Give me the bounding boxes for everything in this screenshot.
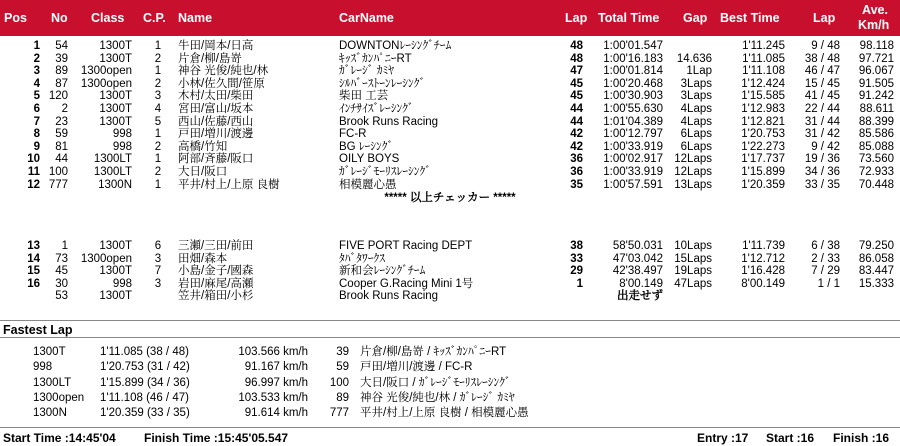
cell-position: 15	[27, 265, 40, 278]
header-no: No	[51, 11, 68, 25]
cell-car-number: 45	[55, 265, 68, 278]
cell-position: 8	[33, 128, 40, 141]
cell-driver-names: 笠井/箱田/小杉	[178, 290, 254, 303]
cell-class-position: 3	[154, 90, 162, 103]
cell-total-time: 出走せず	[617, 290, 663, 303]
fastest-lap-speed: 91.614 km/h	[244, 407, 308, 420]
cell-average-speed: 86.058	[858, 252, 894, 265]
cell-best-lap: 38 / 48	[804, 52, 840, 65]
cell-class: 1300open	[80, 65, 132, 78]
cell-gap: 3Laps	[680, 77, 712, 90]
fastest-lap-driver-team: 平井/村上/上原 良樹 / 相模麗心愚	[360, 407, 529, 420]
fastest-lap-car-number: 100	[329, 376, 349, 389]
cell-class: 998	[112, 128, 132, 141]
cell-car-name: Brook Runs Racing	[339, 290, 439, 303]
cell-gap: 15Laps	[674, 252, 712, 265]
cell-car-number: 23	[55, 115, 68, 128]
cell-best-lap: 6 / 38	[811, 240, 840, 252]
cell-gap: 14.636	[676, 52, 712, 65]
header-best-lap: Lap	[813, 11, 836, 25]
cell-laps: 44	[570, 102, 583, 115]
cell-gap: 10Laps	[674, 240, 712, 252]
cell-car-name: 新和会ﾚｰｼﾝｸﾞﾁｰﾑ	[339, 265, 426, 278]
fastest-lap-speed: 96.997 km/h	[244, 376, 308, 389]
cell-gap: 19Laps	[674, 265, 712, 278]
cell-average-speed: 88.611	[859, 102, 894, 115]
cell-total-time: 42'38.497	[612, 265, 663, 278]
cell-best-lap: 31 / 44	[804, 115, 840, 128]
cell-driver-names: 西山/佐藤/西山	[178, 115, 254, 128]
cell-car-number: 120	[48, 90, 68, 103]
cell-average-speed: 85.586	[858, 128, 894, 141]
finish-count: Finish :16	[833, 431, 890, 445]
cell-position: 5	[33, 90, 40, 103]
cell-driver-names: 戸田/増川/渡邊	[178, 128, 254, 141]
cell-class-position: 2	[154, 140, 162, 153]
cell-average-speed: 91.505	[858, 77, 894, 90]
fastest-lap-row	[0, 376, 900, 391]
header-name: Name	[178, 11, 213, 25]
cell-laps: 1	[576, 277, 583, 290]
cell-class: 1300T	[99, 40, 132, 52]
cell-position: 1	[33, 40, 40, 52]
cell-position: 12	[27, 178, 40, 191]
cell-laps: 36	[570, 165, 583, 178]
cell-driver-names: 大日/阪口	[178, 165, 228, 178]
cell-laps: 48	[570, 40, 583, 52]
cell-total-time: 1:00'01.814	[603, 65, 663, 78]
cell-class: 1300T	[99, 90, 132, 103]
cell-car-number: 100	[48, 165, 68, 178]
cell-total-time: 1:00'02.917	[603, 153, 663, 166]
cell-position: 13	[27, 240, 40, 252]
result-row	[0, 153, 900, 166]
cell-car-name: ﾀﾊﾞﾀﾜｰｸｽ	[339, 252, 385, 265]
cell-class-position: 1	[154, 40, 162, 52]
summary-footer	[0, 427, 900, 446]
cell-driver-names: 田畑/森本	[178, 252, 228, 265]
cell-total-time: 1:00'12.797	[603, 128, 663, 141]
fastest-lap-title: Fastest Lap	[3, 323, 73, 337]
cell-car-number: 53	[55, 290, 68, 303]
cell-best-lap: 22 / 44	[804, 102, 840, 115]
cell-car-name: BG ﾚｰｼﾝｸﾞ	[339, 140, 394, 153]
cell-laps: 36	[570, 153, 583, 166]
result-row	[0, 53, 900, 66]
cell-best-lap: 9 / 42	[811, 140, 840, 153]
cell-car-name: 柴田 工芸	[339, 90, 389, 103]
cell-average-speed: 97.721	[858, 52, 894, 65]
results-header	[0, 0, 900, 36]
cell-total-time: 1:00'55.630	[603, 102, 663, 115]
cell-average-speed: 79.250	[858, 240, 894, 252]
cell-best-time: 1'20.753	[741, 128, 785, 141]
cell-class-position: 1	[154, 153, 162, 166]
fastest-lap-car-number: 89	[336, 391, 349, 404]
cell-laps: 44	[570, 115, 583, 128]
header-total-time: Total Time	[598, 11, 660, 25]
cell-car-name: ｷｯｽﾞｶﾝﾊﾟﾆｰRT	[339, 52, 412, 65]
cell-position: 4	[33, 77, 40, 90]
header-gap: Gap	[683, 11, 708, 25]
fastest-lap-section-bar	[0, 320, 900, 338]
cell-driver-names: 神谷 光俊/純也/林	[178, 65, 269, 78]
cell-best-time: 1'15.585	[741, 90, 785, 103]
result-row	[0, 290, 900, 303]
cell-laps: 42	[570, 128, 583, 141]
cell-best-time: 1'12.821	[741, 115, 785, 128]
cell-total-time: 8'00.149	[619, 277, 663, 290]
cell-driver-names: 平井/村上/上原 良樹	[178, 178, 280, 191]
cell-laps: 45	[570, 77, 583, 90]
cell-best-time: 1'22.273	[741, 140, 785, 153]
cell-class-position: 2	[154, 52, 162, 65]
cell-class-position: 7	[154, 265, 162, 278]
cell-total-time: 58'50.031	[612, 240, 663, 252]
cell-car-name: ｶﾞﾚｰｼﾞﾓｰﾘｽﾚｰｼﾝｸﾞ	[339, 165, 431, 178]
start-count: Start :16	[766, 431, 815, 445]
fastest-lap-lap-time: 1'15.899 (34 / 36)	[100, 376, 190, 389]
cell-laps: 29	[570, 265, 583, 278]
cell-car-number: 1	[61, 240, 68, 252]
cell-laps: 35	[570, 178, 583, 191]
cell-driver-names: 小林/佐久間/笹原	[178, 77, 265, 90]
cell-total-time: 47'03.042	[612, 252, 663, 265]
fastest-lap-class: 1300N	[33, 407, 67, 420]
cell-car-name: DOWNTONﾚｰｼﾝｸﾞﾁｰﾑ	[339, 40, 452, 52]
cell-average-speed: 88.399	[858, 115, 894, 128]
result-row	[0, 116, 900, 129]
cell-position: 7	[33, 115, 40, 128]
cell-best-lap: 7 / 29	[811, 265, 840, 278]
cell-best-time: 1'20.359	[741, 178, 785, 191]
cell-car-name: FIVE PORT Racing DEPT	[339, 240, 473, 252]
cell-car-number: 81	[55, 140, 68, 153]
cell-best-lap: 2 / 33	[811, 252, 840, 265]
cell-car-name: ｶﾞﾚｰｼﾞ ｶﾐﾔ	[339, 65, 394, 78]
cell-car-name: 相模麗心愚	[339, 178, 397, 191]
cell-average-speed: 72.933	[858, 165, 894, 178]
cell-car-name: ｲﾝﾁｻｲｽﾞﾚｰｼﾝｸﾞ	[339, 102, 414, 115]
result-row	[0, 240, 900, 253]
cell-best-lap: 1 / 1	[817, 277, 840, 290]
cell-car-name: OILY BOYS	[339, 153, 400, 166]
cell-average-speed: 70.448	[858, 178, 894, 191]
cell-total-time: 1:00'20.468	[603, 77, 663, 90]
cell-best-lap: 34 / 36	[804, 165, 840, 178]
cell-average-speed: 83.447	[858, 265, 894, 278]
cell-class-position: 5	[154, 115, 162, 128]
cell-class: 1300N	[98, 178, 132, 191]
cell-driver-names: 岩田/麻尾/高瀬	[178, 277, 254, 290]
cell-laps: 45	[570, 90, 583, 103]
cell-total-time: 1:00'30.903	[603, 90, 663, 103]
cell-best-time: 8'00.149	[741, 277, 785, 290]
fastest-lap-class: 1300LT	[33, 376, 72, 389]
cell-gap: 12Laps	[674, 153, 712, 166]
cell-position: 14	[27, 252, 40, 265]
cell-car-number: 89	[55, 65, 68, 78]
cell-car-name: FC-R	[339, 128, 367, 141]
cell-gap: 47Laps	[674, 277, 712, 290]
fastest-lap-lap-time: 1'20.359 (33 / 35)	[100, 407, 190, 420]
cell-car-number: 44	[55, 153, 68, 166]
cell-car-number: 777	[48, 178, 68, 191]
cell-class-position: 3	[154, 277, 162, 290]
cell-gap: 1Lap	[686, 65, 712, 78]
cell-total-time: 1:00'16.183	[603, 52, 663, 65]
cell-average-speed: 73.560	[858, 153, 894, 166]
header-class: Class	[91, 11, 125, 25]
cell-class: 1300T	[99, 115, 132, 128]
fastest-lap-driver-team: 大日/阪口 / ｶﾞﾚｰｼﾞﾓｰﾘｽﾚｰｼﾝｸﾞ	[360, 376, 511, 389]
cell-gap: 4Laps	[680, 115, 712, 128]
header-cp: C.P.	[143, 11, 166, 25]
header-lap: Lap	[565, 11, 588, 25]
fastest-lap-car-number: 777	[329, 407, 349, 420]
cell-car-number: 30	[55, 277, 68, 290]
fastest-lap-row	[0, 406, 900, 421]
result-row	[0, 40, 900, 53]
cell-best-time: 1'16.428	[741, 265, 785, 278]
result-row	[0, 78, 900, 91]
fastest-lap-driver-team: 戸田/増川/渡邊 / FC-R	[360, 361, 473, 374]
cell-class-position: 1	[154, 128, 162, 141]
cell-gap: 4Laps	[680, 102, 712, 115]
results-table-after-checker	[0, 240, 900, 303]
cell-best-time: 1'12.983	[741, 102, 785, 115]
cell-laps: 48	[570, 52, 583, 65]
cell-driver-names: 片倉/柳/島嵜	[178, 52, 242, 65]
cell-class-position: 4	[154, 102, 162, 115]
cell-best-lap: 31 / 42	[804, 128, 840, 141]
cell-class: 998	[112, 140, 132, 153]
cell-class: 1300open	[80, 252, 132, 265]
cell-laps: 47	[570, 65, 583, 78]
cell-class: 998	[112, 277, 132, 290]
cell-car-number: 2	[61, 102, 68, 115]
fastest-lap-class: 1300open	[33, 391, 85, 404]
fastest-lap-lap-time: 1'11.085 (38 / 48)	[100, 346, 189, 358]
cell-class: 1300T	[99, 265, 132, 278]
cell-car-name: Cooper G.Racing Mini 1号	[339, 277, 474, 290]
cell-class-position: 2	[154, 77, 162, 90]
fastest-lap-table	[0, 345, 900, 421]
header-speed-line2: Km/h	[858, 18, 890, 32]
result-row	[0, 65, 900, 78]
result-row	[0, 128, 900, 141]
cell-car-number: 73	[55, 252, 68, 265]
cell-best-time: 1'11.085	[742, 52, 785, 65]
fastest-lap-lap-time: 1'11.108 (46 / 47)	[100, 391, 189, 404]
cell-car-number: 39	[55, 52, 68, 65]
cell-average-speed: 96.067	[858, 65, 894, 78]
cell-best-lap: 46 / 47	[804, 65, 840, 78]
fastest-lap-class: 998	[33, 361, 53, 374]
cell-laps: 42	[570, 140, 583, 153]
cell-total-time: 1:01'04.389	[603, 115, 663, 128]
result-row	[0, 90, 900, 103]
cell-driver-names: 阿部/斉藤/阪口	[178, 153, 254, 166]
cell-laps: 38	[570, 240, 583, 252]
cell-best-time: 1'17.737	[741, 153, 785, 166]
fastest-lap-driver-team: 神谷 光俊/純也/林 / ｶﾞﾚｰｼﾞ ｶﾐﾔ	[360, 391, 515, 404]
cell-best-time: 1'12.712	[741, 252, 785, 265]
cell-position: 9	[33, 140, 40, 153]
cell-class: 1300LT	[93, 165, 132, 178]
result-row	[0, 179, 900, 192]
cell-driver-names: 高橋/竹知	[178, 140, 228, 153]
fastest-lap-driver-team: 片倉/柳/島嵜 / ｷｯｽﾞｶﾝﾊﾟﾆｰRT	[360, 346, 507, 358]
entry-count: Entry :17	[697, 431, 749, 445]
cell-position: 2	[33, 52, 40, 65]
cell-average-speed: 91.242	[858, 90, 894, 103]
result-row	[0, 141, 900, 154]
fastest-lap-car-number: 59	[336, 361, 349, 374]
fastest-lap-speed: 103.533 km/h	[238, 391, 308, 404]
cell-driver-names: 木村/太田/柴田	[178, 90, 254, 103]
cell-best-time: 1'12.424	[741, 77, 785, 90]
fastest-lap-row	[0, 391, 900, 406]
fastest-lap-lap-time: 1'20.753 (31 / 42)	[100, 361, 190, 374]
header-carname: CarName	[339, 11, 394, 25]
cell-average-speed: 85.088	[858, 140, 894, 153]
results-table	[0, 40, 900, 191]
cell-best-lap: 33 / 35	[804, 178, 840, 191]
fastest-lap-speed: 103.566 km/h	[238, 346, 308, 358]
cell-class: 1300T	[99, 290, 132, 303]
cell-best-lap: 9 / 48	[811, 40, 840, 52]
cell-best-time: 1'11.108	[742, 65, 785, 78]
fastest-lap-speed: 91.167 km/h	[244, 361, 308, 374]
result-row	[0, 265, 900, 278]
header-pos: Pos	[4, 11, 27, 25]
cell-class-position: 3	[154, 252, 162, 265]
fastest-lap-row	[0, 345, 900, 360]
cell-gap: 3Laps	[680, 90, 712, 103]
cell-best-time: 1'15.899	[741, 165, 785, 178]
result-row	[0, 103, 900, 116]
cell-position: 10	[27, 153, 40, 166]
cell-driver-names: 小島/金子/國森	[178, 265, 254, 278]
cell-driver-names: 宮田/富山/坂本	[178, 102, 254, 115]
cell-class: 1300open	[80, 77, 132, 90]
checker-line: ***** 以上チェッカー *****	[384, 192, 516, 204]
cell-best-lap: 15 / 45	[804, 77, 840, 90]
cell-gap: 6Laps	[680, 128, 712, 141]
cell-class-position: 6	[154, 240, 162, 252]
cell-car-name: Brook Runs Racing	[339, 115, 439, 128]
fastest-lap-row	[0, 360, 900, 375]
cell-driver-names: 牛田/岡本/日高	[178, 40, 254, 52]
cell-laps: 33	[570, 252, 583, 265]
cell-class-position: 1	[154, 178, 162, 191]
finish-time: Finish Time :15:45'05.547	[144, 431, 289, 445]
cell-position: 6	[33, 102, 40, 115]
cell-car-number: 54	[55, 40, 68, 52]
cell-car-name: ｼﾙﾊﾞｰｽﾄｰﾝﾚｰｼﾝｸﾞ	[339, 77, 426, 90]
cell-gap: 6Laps	[680, 140, 712, 153]
cell-driver-names: 三瀬/三田/前田	[178, 240, 254, 252]
cell-position: 16	[27, 277, 40, 290]
result-row	[0, 253, 900, 266]
cell-car-number: 87	[55, 77, 68, 90]
cell-best-lap: 19 / 36	[804, 153, 840, 166]
cell-best-time: 1'11.245	[742, 40, 785, 52]
fastest-lap-class: 1300T	[33, 346, 66, 358]
cell-class-position: 2	[154, 165, 162, 178]
cell-class-position: 1	[154, 65, 162, 78]
cell-car-number: 59	[55, 128, 68, 141]
result-row	[0, 166, 900, 179]
header-speed-line1: Ave.	[862, 3, 888, 17]
cell-total-time: 1:00'33.919	[603, 165, 663, 178]
cell-average-speed: 15.333	[858, 277, 894, 290]
cell-class: 1300T	[99, 52, 132, 65]
cell-total-time: 1:00'33.919	[603, 140, 663, 153]
cell-best-time: 1'11.739	[742, 240, 785, 252]
cell-total-time: 1:00'01.547	[603, 40, 663, 52]
start-time: Start Time :14:45'04	[3, 431, 116, 445]
cell-gap: 13Laps	[674, 178, 712, 191]
cell-best-lap: 41 / 45	[804, 90, 840, 103]
cell-average-speed: 98.118	[859, 40, 894, 52]
cell-class: 1300T	[99, 102, 132, 115]
header-best-time: Best Time	[720, 11, 780, 25]
result-row	[0, 278, 900, 291]
cell-class: 1300LT	[93, 153, 132, 166]
cell-class: 1300T	[99, 240, 132, 252]
cell-position: 11	[27, 165, 40, 178]
cell-gap: 12Laps	[674, 165, 712, 178]
cell-total-time: 1:00'57.591	[603, 178, 663, 191]
cell-position: 3	[33, 65, 40, 78]
fastest-lap-car-number: 39	[336, 346, 349, 358]
